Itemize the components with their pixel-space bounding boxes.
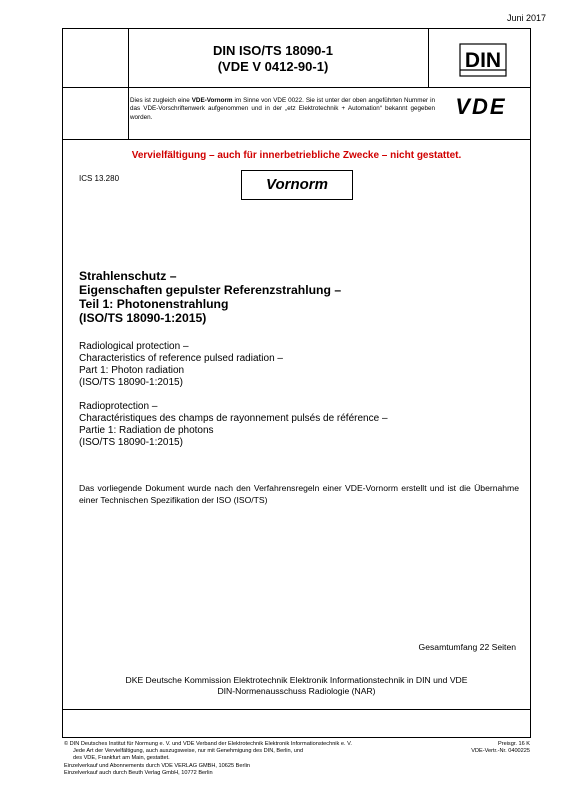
note-rest: im Sinne von VDE 0022. Sie ist unter der oben angeführten Nummer in das VDE-Vorschriftenwerk aufgenommen und in der „etz Elektrotechnik + Automation“ bekannt gegeben worden. xyxy=(130,97,435,121)
vde-order-number: VDE-Vertr.-Nr. 0400225 xyxy=(471,748,530,755)
vde-logo-text: VDE xyxy=(455,94,507,119)
price-footer xyxy=(471,741,530,755)
divider xyxy=(428,29,429,87)
title-line: Partie 1: Radiation de photons xyxy=(79,425,214,436)
copyright-footer xyxy=(64,741,404,777)
cover-frame xyxy=(62,28,531,738)
title-line: Radiological protection – xyxy=(79,341,189,352)
price-group: Preisgr. 16 K xyxy=(497,741,530,747)
vde-logo xyxy=(441,92,521,120)
title-line: (ISO/TS 18090-1:2015) xyxy=(79,377,183,388)
issue-date: Juni 2017 xyxy=(506,13,546,23)
doc-type-box: Vornorm xyxy=(241,170,353,200)
title-english xyxy=(79,341,519,389)
din-logo xyxy=(459,43,507,77)
footer-line: Einzelverkauf und Abonnements durch VDE VERLAG GMBH, 10625 Berlin xyxy=(64,762,250,769)
title-line: Characteristics of reference pulsed radiation – xyxy=(79,353,283,364)
divider xyxy=(63,709,530,710)
committee-block xyxy=(63,675,530,697)
footer-line: © DIN Deutsches Institut für Normung e. V. und VDE Verband der Elektrotechnik Elektronik Informationstechnik e. V. xyxy=(64,741,352,747)
title-german xyxy=(79,269,519,325)
vde-note xyxy=(130,97,435,122)
title-line: Strahlenschutz – xyxy=(79,269,177,283)
reproduction-warning: Vervielfältigung – auch für innerbetriebliche Zwecke – nicht gestattet. xyxy=(131,150,462,161)
committee-line: DIN-Normenausschuss Radiologie (NAR) xyxy=(217,686,376,696)
title-line: Charactéristiques des champs de rayonnement pulsés de référence – xyxy=(79,413,388,424)
title-line: (ISO/TS 18090-1:2015) xyxy=(79,311,207,325)
footer-line: des VDE, Frankfurt am Main, gestattet. xyxy=(73,755,170,762)
divider xyxy=(63,139,530,140)
ics-code: ICS 13.280 xyxy=(79,174,120,183)
title-french xyxy=(79,401,519,449)
title-line: (ISO/TS 18090-1:2015) xyxy=(79,437,183,448)
total-pages: Gesamtumfang 22 Seiten xyxy=(418,642,516,652)
committee-line: DKE Deutsche Kommission Elektrotechnik Elektronik Informationstechnik in DIN und VDE xyxy=(125,675,468,685)
note-prefix: Dies ist zugleich eine xyxy=(130,97,192,104)
note-bold: VDE-Vornorm xyxy=(191,97,233,104)
vde-number: (VDE V 0412-90-1) xyxy=(217,59,329,74)
title-line: Part 1: Photon radiation xyxy=(79,365,185,376)
title-line: Radioprotection – xyxy=(79,401,158,412)
title-line: Teil 1: Photonenstrahlung xyxy=(79,297,229,311)
divider xyxy=(63,87,530,88)
din-logo-text: DIN xyxy=(464,49,502,72)
footer-line: Jede Art der Vervielfältigung, auch auszugsweise, nur mit Genehmigung des DIN, Berlin, und xyxy=(73,748,304,755)
footer-line: Einzelverkauf auch durch Beuth Verlag GmbH, 10772 Berlin xyxy=(64,769,213,776)
standard-number: DIN ISO/TS 18090-1 xyxy=(213,43,333,58)
title-line: Eigenschaften gepulster Referenzstrahlung – xyxy=(79,283,342,297)
standard-number-block xyxy=(128,43,418,75)
document-description: Das vorliegende Dokument wurde nach den Verfahrensregeln einer VDE-Vornorm erstellt und ist die Übernahme einer Technischen Spezifikation der ISO (ISO/TS) xyxy=(79,483,519,505)
